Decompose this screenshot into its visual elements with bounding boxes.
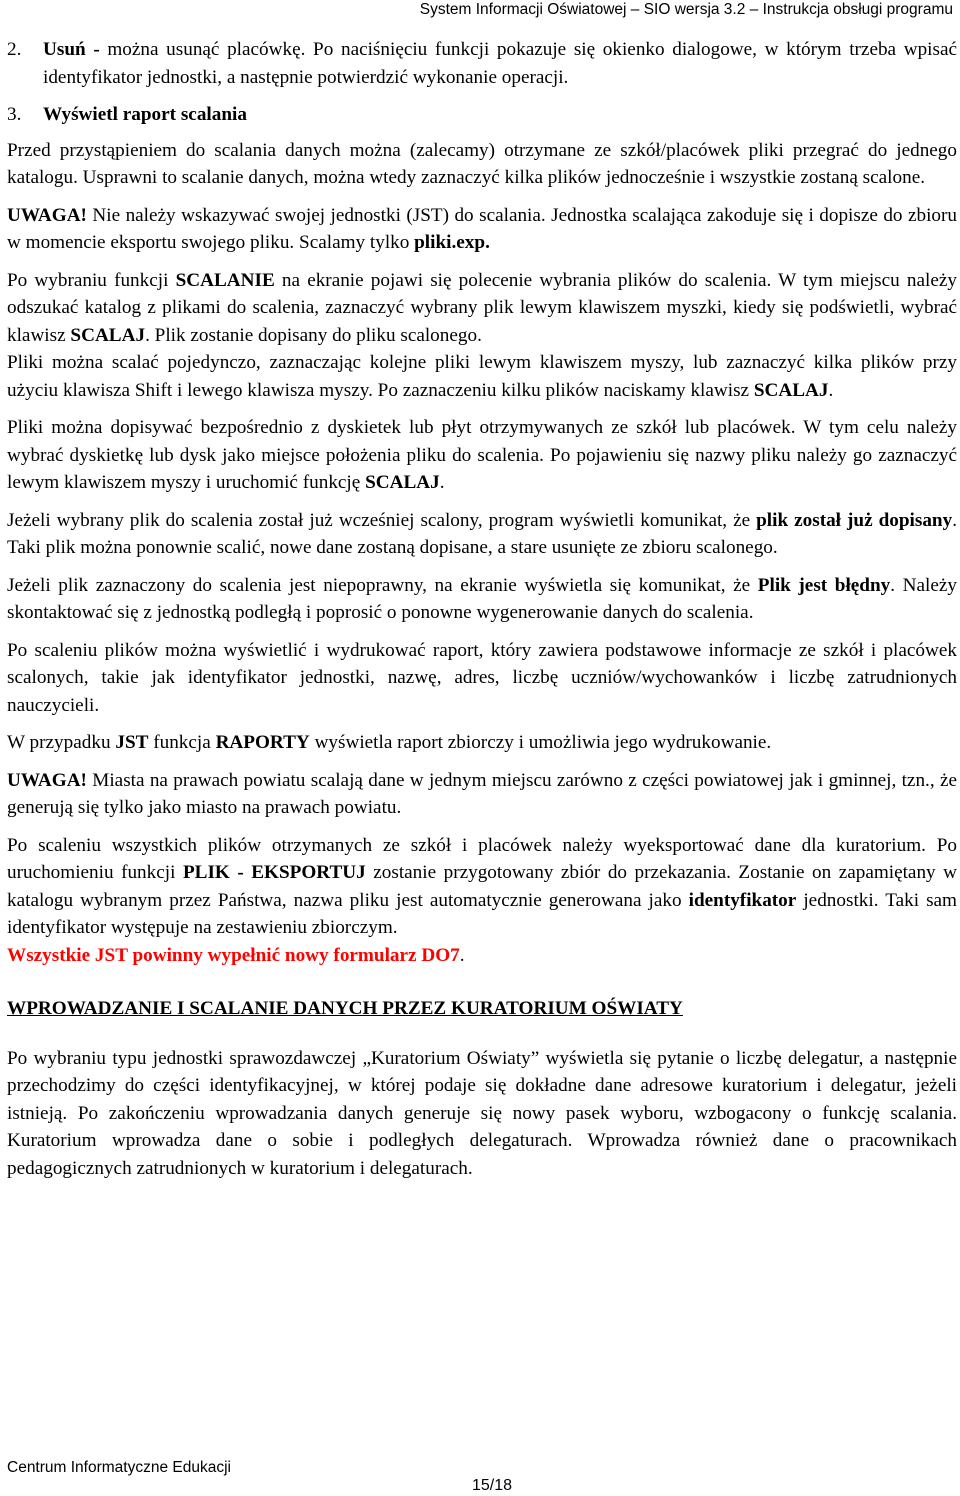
list-number: 2.	[7, 39, 22, 60]
paragraph-warning-jst: UWAGA! Nie należy wskazywać swojej jednostki (JST) do scalania. Jednostka scalająca zakoduje się i dopisze do zbioru w momencie eksportu swojego pliku. Scalamy tylko pliki.exp.	[7, 204, 957, 253]
paragraph-export: Po scaleniu wszystkich plików otrzymanych ze szkół i placówek należy wyeksportować dane dla kuratorium. Po uruchomieniu funkcji PLIK - EKSPORTUJ zostanie przygotowany zbiór do przekazania. Zostanie on zapamiętany w katalogu wybranym przez Państwa, nazwa pliku jest automatycznie generowana jako identyfikator jednostki. Taki sam identyfikator występuje na zestawieniu zbiorczym.	[7, 834, 958, 938]
paragraph-already-merged: Jeżeli wybrany plik do scalenia został już wcześniej scalony, program wyświetli komunikat, że plik został już dopisany. Taki plik można ponownie scalić, nowe dane zostaną dopisane, a stare usunięte ze zbioru scalonego.	[7, 509, 957, 558]
footer-organization: Centrum Informatyczne Edukacji	[7, 1459, 231, 1476]
page-content	[7, 36, 957, 1182]
paragraph-jst-raporty: W przypadku JST funkcja RAPORTY wyświetla raport zbiorczy i umożliwia jego wydrukowanie.	[7, 732, 772, 753]
paragraph-red-notice: Wszystkie JST powinny wypełnić nowy formularz DO7.	[7, 944, 465, 966]
delete-title: Usuń -	[43, 39, 100, 60]
paragraph-kuratorium: Po wybraniu typu jednostki sprawozdawczej „Kuratorium Oświaty” wyświetla się pytanie o liczbę delegatur, a następnie przechodzimy do części identyfikacyjnej, w której podaje się dokładne dane adresowe kuratorium i delegatur, jeżeli istnieją. Po zakończeniu wprowadzania danych generuje się nowy pasek wyboru, wzbogacony o funkcję scalania. Kuratorium wprowadza dane o sobie i podległych delegaturach. Wprowadza również dane o pracownikach pedagogicznych zatrudnionych w kuratorium i delegaturach.	[7, 1047, 957, 1179]
paragraph-multi-select: Pliki można scalać pojedynczo, zaznaczając kolejne pliki lewym klawiszem myszy, lub zaznaczyć kilka plików przy użyciu klawisza Shift i lewego klawisza myszy. Po zaznaczeniu kilku plików naciskamy klawisz SCALAJ.	[7, 352, 957, 401]
paragraph-report: Po scaleniu plików można wyświetlić i wydrukować raport, który zawiera podstawowe informacje ze szkół i placówek scalonych, takie jak identyfikator jednostki, nazwę, adres, liczbę uczniów/wychowanków i liczbę zatrudnionych nauczycieli.	[7, 639, 957, 716]
running-header: System Informacji Oświatowej – SIO wersja 3.2 – Instrukcja obsługi programu	[419, 1, 953, 18]
paragraph-prepare: Przed przystąpieniem do scalania danych można (zalecamy) otrzymane ze szkół/placówek pliki przegrać do jednego katalogu. Usprawni to scalanie danych, można wtedy zaznaczyć kilka plików jednocześnie i wszystkie zostaną scalone.	[7, 139, 957, 188]
list-item-delete: 2. Usuń - można usunąć placówkę. Po naciśnięciu funkcji pokazuje się okienko dialogowe, w którym trzeba wpisać identyfikator jednostki, a następnie potwierdzić wykonanie operacji.	[7, 36, 957, 91]
report-title: Wyświetl raport scalania	[43, 104, 247, 125]
paragraph-invalid-file: Jeżeli plik zaznaczony do scalenia jest niepoprawny, na ekranie wyświetla się komunikat, że Plik jest błędny. Należy skontaktować się z jednostką podległą i poprosić o ponowne wygenerowanie danych do scalenia.	[7, 574, 957, 623]
paragraph-scalanie: Po wybraniu funkcji SCALANIE na ekranie pojawi się polecenie wybrania plików do scalenia. W tym miejscu należy odszukać katalog z plikami do scalenia, zaznaczyć wybrany plik lewym klawiszem myszki, kiedy się podświetli, wybrać klawisz SCALAJ. Plik zostanie dopisany do pliku scalonego.	[7, 269, 957, 346]
list-number: 3.	[7, 104, 22, 125]
page-number: 15/18	[472, 1477, 513, 1494]
list-item-report	[7, 101, 957, 129]
section-title: WPROWADZANIE I SCALANIE DANYCH PRZEZ KURATORIUM OŚWIATY	[7, 998, 683, 1019]
paragraph-warning-cities: UWAGA! Miasta na prawach powiatu scalają dane w jednym miejscu zarówno z części powiatowej jak i gminnej, tzn., że generują się tylko jako miasto na prawach powiatu.	[7, 769, 957, 818]
paragraph-diskettes: Pliki można dopisywać bezpośrednio z dyskietek lub płyt otrzymywanych ze szkół lub placówek. W tym celu należy wybrać dyskietkę lub dysk jako miejsce położenia pliku do scalenia. Po pojawieniu się nazwy pliku należy go zaznaczyć lewym klawiszem myszy i uruchomić funkcję SCALAJ.	[7, 417, 957, 493]
